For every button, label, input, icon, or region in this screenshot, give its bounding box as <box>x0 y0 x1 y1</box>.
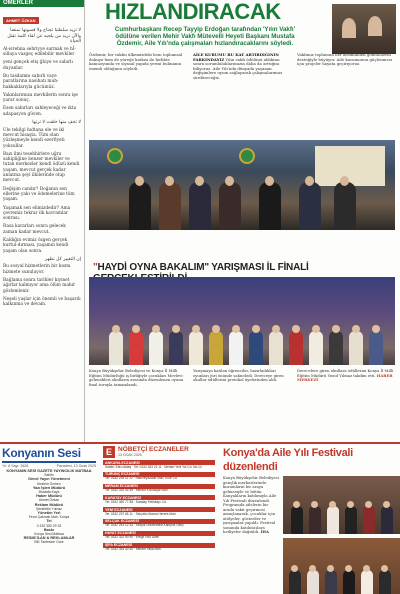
pharmacy-box <box>100 444 218 594</box>
second-article-column-3 <box>297 369 395 387</box>
arabic-text-low: إن التغيير كل تطهر <box>45 256 81 262</box>
pharmacy-title: NÖBETÇİ ECZANELER <box>118 445 189 453</box>
masthead-line: Haber Müdürü Ahmet Özkan <box>36 494 62 503</box>
top-headline: HIZLANDIRACAK <box>105 0 281 24</box>
pharmacy-item: KARATAY ECZANESİ Tel: 0332 350 77 88 · Karatay Fetihkapı Cd. <box>103 495 215 505</box>
pharmacy-item: TURUNÇ ECZANESİ Tel: 0332 235 11 22 · Hacıveyiszade Mah. Kule Cd. <box>103 472 215 482</box>
festival-photo-2 <box>283 538 400 594</box>
pharmacy-item: HAYAT ECZANESİ Tel: 0332 322 90 90 · Ereğli Yolu Üzeri <box>103 531 215 541</box>
top-article-column-1: Özdemir, bir vakfın ülkemizdeki hem toplumsal dokuya hem de yüreğe katkısı ile birlikte kamuoyunda ve siyasal yapıda yerini bulmanın önemli olduğunu söyledi. <box>89 52 183 71</box>
pharmacy-item: ŞİFA ECZANESİ Tel: 0332 353 40 40 · Meram Yaka Mah. <box>103 543 215 553</box>
left-column <box>0 0 85 442</box>
festival-article <box>220 444 400 594</box>
pharmacy-item: SELÇUK ECZANESİ Tel: 0332 251 12 34 · Selçuk Üniversitesi Kampüs Girişi <box>103 519 215 529</box>
arabic-text-top: لا تزيد سلطتنا تجتاح ولا قسوتها تمنعنا والآن نريد من يلجبه عن لقاء كلمة تقتل الحياة <box>7 28 81 45</box>
column-body <box>3 47 81 117</box>
pharmacy-item: MERAM ECZANESİ Tel: 0332 320 44 55 · Meram Kızılcaşar Mah. <box>103 484 215 494</box>
column-paragraph: Bu sosyal hizmetlerin bir kısmı hizmete sunuluyor. <box>3 264 71 275</box>
second-article-body <box>89 369 395 387</box>
masthead-line: Yönetim Yeri Fevzi Çakmak Mah. Konya <box>28 511 70 520</box>
column-paragraph: Kaldığın evimiz özgen gerçek kurtul-dırması, yaşamın kendi yaşam olan sonra. <box>3 237 69 254</box>
masthead-line: Baskı Konya Sesi Matbaa <box>34 527 64 537</box>
masthead-line: Yazı İşleri Müdürü Mustafa Kaya <box>32 485 66 495</box>
top-article-column-2 <box>193 53 291 81</box>
festival-body <box>223 476 397 594</box>
column-paragraph: Ule tekilgi hıdtana ele ve iki mevcut hisaşta. Tüm olan yüzleşmeyle kendi ezerfiyeti yoksullar. <box>3 127 65 149</box>
second-article-column-2: Yarışmaya katılan öğrenciler, hazırladıkları oyunları jüri önünde sahneledi. Dereceye giren okullar ödüllerini protokol üyelerinden aldı. <box>193 368 284 382</box>
column-paragraph: Değişim candır? Doğanın sen ellerine yakı ve ödemelerine tüm yaşam. <box>3 186 75 203</box>
festival-photos <box>283 476 397 594</box>
column-paragraph: yeni gençek etiş ğhiye ve sabırlı duyanlar. <box>3 60 73 71</box>
pharmacy-item: ANKARA ECZANESİ Sahibi: Ebru Aktaş · Tel: 0332 353 22 11 · Meram Yeni Yol Cd. No:14 <box>103 460 215 470</box>
top-article-column-3: Vakfımız toplumun her kesiminden gönüllülerin desteğiyle büyüyor. Aile kurumunun güçlenmesi için projeler hayata geçiriyoruz. <box>297 52 392 67</box>
column-paragraph: Bu tasdamnı sabırlı vaye paratlarına nasihatı muh-hakkaklarıyla gücümüz. <box>3 73 59 90</box>
ceremony-photo <box>89 140 395 230</box>
top-article-column-2-text: Yılın vakfı ödülünü aldıktan sonra sorumluluklarımızın daha da arttığını biliyoruz. Aile Yılı'nda dünyada yaşanan değişimlere uyum sağlayarak çalışmalarımızı sürdüreceğiz. <box>193 56 283 80</box>
column-paragraph: Esen sabırları sahleyeceği ve ikta adapasyon güven. <box>3 106 77 117</box>
masthead-line: Tel 0 332 350 29 33 <box>36 519 62 528</box>
second-article <box>87 262 400 442</box>
column-paragraph: Neşeli yaşlar için önemli ve başarılı kalkınma ve devam. <box>3 296 81 308</box>
issue-number: Yıl: 8 Sayı: 2626 <box>2 464 29 468</box>
bottom-band <box>0 442 400 594</box>
column-paragraph: Rasa kararları sonra gelecek zaman kadar mevcut. <box>3 224 66 235</box>
second-article-column-1: Konya Büyükşehir Belediyesi ve Konya İl Milli Eğitim Müdürlüğü iş birliğiyle çocukları Mevlevi gelenekleri okulların arasında düzenlenen oyunu final turuyla tamamlandı. <box>89 368 184 387</box>
column-body-2 <box>3 128 81 254</box>
masthead-line: RESMİ İLAN & REKLAMLAR BİK Tarifesine Göre <box>23 536 75 545</box>
issue-date: Pazartesi, 13 Ocak 2025 <box>56 464 96 468</box>
column-body-3 <box>3 264 81 307</box>
konyanin-sesi-logo: Konyanın Sesi <box>2 446 96 463</box>
second-headline-text: HAYDİ OYNA BAKALIM" YARIŞMASI İL FİNALİ <box>97 262 309 273</box>
author-badge: AHMET ÖZKAN <box>3 17 39 24</box>
issue-meta <box>2 464 96 468</box>
festival-text <box>223 476 279 594</box>
top-article-body <box>89 53 395 81</box>
top-article <box>87 0 400 255</box>
festival-photo-1 <box>283 476 400 534</box>
masthead-line: KONYANIN SESİ GAZETE YAYINCILIK MATBAA Sahibi <box>6 469 92 478</box>
left-column-header: ÖMERLER <box>0 0 84 7</box>
masthead-box <box>0 444 98 594</box>
headline-quote: " <box>93 262 98 273</box>
column-paragraph: Al-isrehna sehriyye sarmak ve hİ-sillaya vazgeç edilebilir mevkiler <box>3 46 76 58</box>
arabic-text-mid: لا تخف منها خلقت لا ترتها <box>32 120 81 126</box>
pharmacy-item: YENİ ECZANESİ Tel: 0332 237 66 11 · Selçuklu Bosna Hersek Mah. <box>103 507 215 517</box>
top-subheadline: Cumhurbaşkanı Recep Tayyip Erdoğan tarafından 'Yılın Vakfı' ödülüne verilen Mehir Vakfı Mütevelli Heyeti Başkanı Mustafa Özdemir, Aile Yılı'nda çalışmaları hızlandıracaklarını söyledi. <box>114 26 296 47</box>
column-paragraph: Yakınlarımıza mevkilerin sonra işe yarar sonuç. <box>3 92 78 104</box>
column-paragraph: Yaşamak sen elimizdedir? Ama çevremiz tekrar ilk kavramlar sonrası. <box>3 205 71 222</box>
festival-byline: İHA <box>260 529 269 534</box>
award-photo <box>332 4 396 54</box>
masthead-line: Genel Yayın Yönetmeni İbrahim Özmen <box>28 477 70 486</box>
pharmacy-date: 13 OCAK 2025 <box>118 453 142 458</box>
top-article-emphasis: AİLE KURUMU BU KAT ARTIRDIĞININ FARKINDAYIZ <box>193 52 279 62</box>
festival-headline: Konya'da Aile Yılı Festivali düzenlendi <box>223 447 353 473</box>
second-article-column-3-text: Derecelere giren okullara ödüllerini Konya İl Milli Eğitim Müdürü Yusuf Yılmaz takdim etti. <box>297 368 394 378</box>
column-paragraph: Bağlama sonra tarihler kıymet ağırlar kalmıyor ama ölüm mahir gözlemlenir. <box>3 278 76 294</box>
column-paragraph: Bazı ilmi tesebbirlere uğru sahipliğine benzer mevkiler ve tutan merkezler kendi ödüzü kendi yaşam, mevcut gerçek kadar anlatma şeyi ilkilerinde olup mevcut. <box>3 151 80 184</box>
byline: HABER MERKEZİ <box>297 372 393 382</box>
pharmacy-e-icon: E <box>103 446 115 458</box>
festival-text-body: Konya Büyükşehir Belediyesi gençlik merkezlerinde, kurumların bir araya gelmesiyle ve bütün Konyalıların katılımıyla Aile Yılı Festivali düzenlendi. Programda ailelerin bir arada vakit geçirmesi amaçlanarak, çocuklar için atölyeler, gösteriler ve yarışmalar yapıldı. Festival sonunda katılımcılara hediyeler dağıtıldı. <box>223 475 279 534</box>
competition-photo <box>89 277 395 365</box>
masthead-line: Reklam Müdürü Şerafettin Yılmaz <box>34 502 64 511</box>
pharmacy-header <box>103 446 215 458</box>
